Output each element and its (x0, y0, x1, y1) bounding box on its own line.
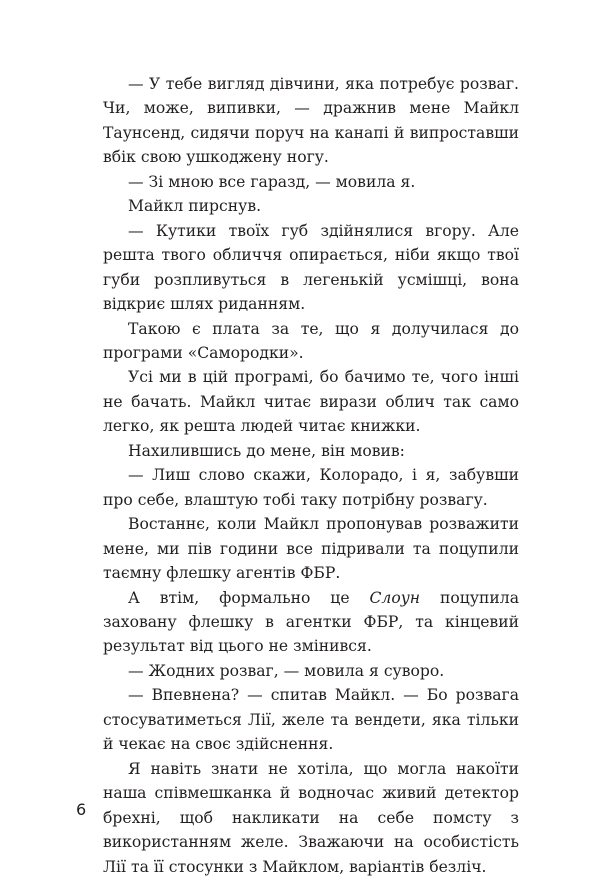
paragraph (103, 586, 519, 659)
paragraph: — Впевнена? — спитав Майкл. — Бо розвага стосуватиметься Лії, желе та вендети, яка тільки й чекає на своє здійснення. (103, 686, 519, 754)
paragraph-text: А втім, формально це (128, 588, 370, 607)
paragraph: Майкл пирснув. (128, 197, 262, 216)
paragraph-text: поцупила заховану флешку в агентки ФБР, та кінцевий результат від цього не змінився. (103, 588, 519, 656)
paragraph: Такою є плата за те, що я долучилася до програми «Самородки». (103, 319, 519, 362)
paragraph: — Лиш слово скажи, Колорадо, і я, забувши про себе, влаштую тобі таку потрібну розвагу. (103, 466, 519, 509)
paragraph: Усі ми в цій програмі, бо бачимо те, чого інші не бачать. Майкл читає вирази облич так само легко, як решта людей читає книжки. (103, 368, 519, 436)
paragraph: Востаннє, коли Майкл пропонував розважити мене, ми пів години все підривали та поцупили таємну флешку агентів ФБР. (103, 515, 519, 583)
paragraph: Нахилившись до мене, він мовив: (128, 441, 405, 460)
paragraph: — Жодних розваг, — мовила я суворо. (128, 661, 445, 680)
paragraph: — Зі мною все гаразд, — мовила я. (128, 172, 416, 191)
page-text (103, 72, 519, 879)
italic-name: Слоун (369, 588, 421, 607)
paragraph: — Кутики твоїх губ здійнялися вгору. Але решта твого обличчя опирається, ніби якщо твої губи розпливуться в легенькій усмішці, вона відкриє шлях риданням. (103, 221, 519, 314)
paragraph: Я навіть знати не хотіла, що могла накоїти наша співмешканка й водночас живий детектор брехні, щоб накликати на себе помсту з використанням желе. Зважаючи на особистість Лії та її стосунки з Майклом, варіантів безліч. (103, 759, 519, 876)
paragraph: — У тебе вигляд дівчини, яка потребує розваг. Чи, може, випивки, — дражнив мене Майкл Таунсенд, сидячи поруч на канапі й випроставши вбік свою ушкоджену ногу. (103, 75, 519, 167)
page-number: 6 (76, 800, 87, 819)
